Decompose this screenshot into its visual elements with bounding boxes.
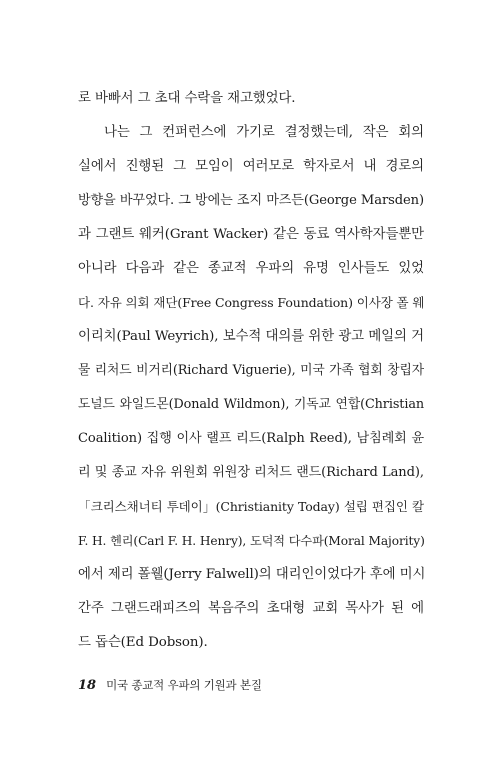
running-title: 미국 종교적 우파의 기원과 본질 — [106, 678, 262, 692]
text-line: 나는 그 컨퍼런스에 가기로 결정했는데, 작은 회의 — [104, 125, 424, 140]
text-line: 로 바빠서 그 초대 수락을 재고했었다. — [78, 91, 296, 106]
text-line: 리 및 종교 자유 위원회 위원장 리처드 랜드(Richard Land), — [78, 465, 424, 480]
text-line: 도널드 와일드몬(Donald Wildmon), 기독교 연합(Christian — [78, 397, 424, 412]
text-line: 「크리스채너티 투데이」(Christianity Today) 설립 편집인 칼 — [78, 499, 424, 514]
text-line: 과 그랜트 웨커(Grant Wacker) 같은 동료 역사학자들뿐만 — [78, 227, 424, 242]
text-line: Coalition) 집행 이사 랠프 리드(Ralph Reed), 남침례회 윤 — [78, 431, 424, 446]
text-line: F. H. 헨리(Carl F. H. Henry), 도덕적 다수파(Moral Majority) — [78, 534, 425, 548]
text-line: 이리치(Paul Weyrich), 보수적 대의를 위한 광고 메일의 거 — [78, 329, 424, 344]
page-number: 18 — [78, 678, 97, 693]
text-line: 물 리처드 비거리(Richard Viguerie), 미국 가족 협회 창립자 — [78, 363, 424, 378]
text-line: 실에서 진행된 그 모임이 여러모로 학자로서 내 경로의 — [78, 159, 424, 174]
text-line: 방향을 바꾸었다. 그 방에는 조지 마즈든(George Marsden) — [78, 193, 424, 208]
text-line: 드 돕슨(Ed Dobson). — [78, 635, 208, 650]
body-text — [78, 82, 424, 660]
text-line: 에서 제리 폴웰(Jerry Falwell)의 대리인이었다가 후에 미시 — [78, 567, 426, 582]
text-line: 다. 자유 의회 재단(Free Congress Foundation) 이사장 폴 웨 — [78, 295, 425, 310]
page-footer — [78, 677, 262, 693]
text-line: 간주 그랜드래피즈의 복음주의 초대형 교회 목사가 된 에 — [78, 601, 424, 616]
text-line: 아니라 다음과 같은 종교적 우파의 유명 인사들도 있었 — [78, 261, 424, 276]
